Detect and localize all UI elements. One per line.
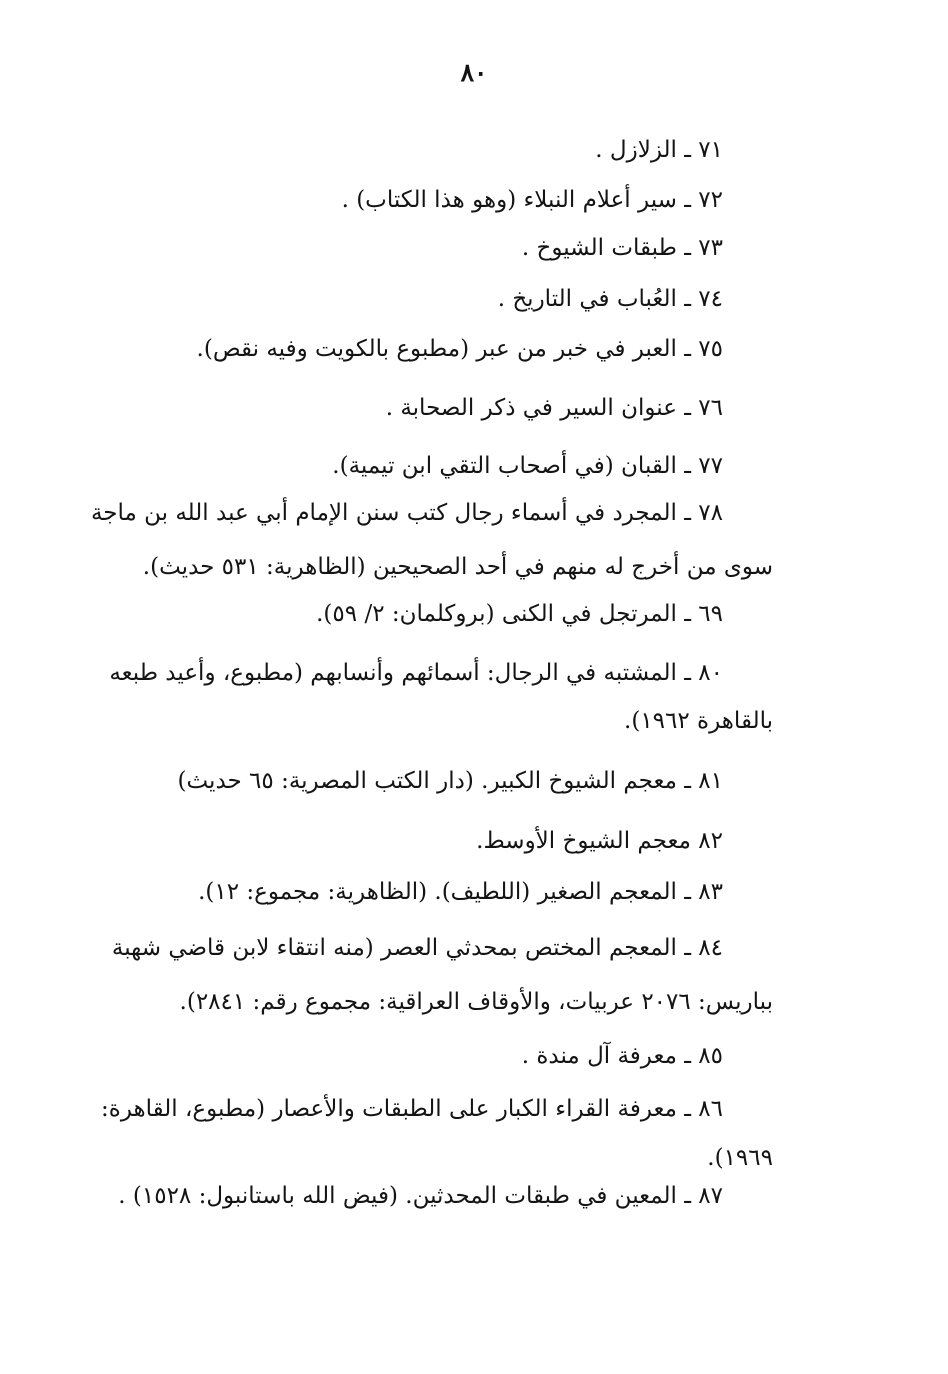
entry-72: ٧٢ ـ سير أعلام النبلاء (وهو هذا الكتاب) . [341, 187, 723, 213]
entry-71: ٧١ ـ الزلازل . [595, 137, 723, 163]
entry-84-line1: ٨٤ ـ المعجم المختص بمحدثي العصر (منه انتقاء لابن قاضي شهبة [111, 935, 723, 961]
entry-80-line2: بالقاهرة ١٩٦٢). [624, 708, 773, 734]
entry-86-line2: ١٩٦٩). [707, 1145, 773, 1171]
entry-86-line1: ٨٦ ـ معرفة القراء الكبار على الطبقات والأعصار (مطبوع، القاهرة: [101, 1096, 723, 1122]
entry-77: ٧٧ ـ القبان (في أصحاب التقي ابن تيمية). [332, 453, 723, 479]
entry-78-line2: سوى من أخرج له منهم في أحد الصحيحين (الظاهرية: ٥٣١ حديث). [142, 554, 773, 580]
entry-84-line2: بباريس: ٢٠٧٦ عربيات، والأوقاف العراقية: مجموع رقم: ٢٨٤١). [179, 989, 773, 1015]
entry-83: ٨٣ ـ المعجم الصغير (اللطيف). (الظاهرية: مجموع: ١٢). [198, 879, 723, 905]
entry-73: ٧٣ ـ طبقات الشيوخ . [521, 235, 723, 261]
entry-87: ٨٧ ـ المعين في طبقات المحدثين. (فيض الله باستانبول: ١٥٢٨) . [118, 1183, 723, 1209]
entry-81: ٨١ ـ معجم الشيوخ الكبير. (دار الكتب المصرية: ٦٥ حديث) [177, 768, 723, 794]
entry-78-line1: ٧٨ ـ المجرد في أسماء رجال كتب سنن الإمام أبي عبد الله بن ماجة [90, 500, 723, 526]
entry-74: ٧٤ ـ العُباب في التاريخ . [497, 286, 723, 312]
entry-82: ٨٢ معجم الشيوخ الأوسط. [476, 828, 723, 854]
entry-80-line1: ٨٠ ـ المشتبه في الرجال: أسمائهم وأنسابهم (مطبوع، وأعيد طبعه [109, 660, 723, 686]
entry-85: ٨٥ ـ معرفة آل مندة . [521, 1043, 723, 1069]
entry-75: ٧٥ ـ العبر في خبر من عبر (مطبوع بالكويت وفيه نقص). [196, 336, 723, 362]
page-number: ٨٠ [460, 58, 488, 87]
entry-79: ٦٩ ـ المرتجل في الكنى (بروكلمان: ٢/ ٥٩). [316, 601, 723, 627]
entry-76: ٧٦ ـ عنوان السير في ذكر الصحابة . [385, 395, 723, 421]
